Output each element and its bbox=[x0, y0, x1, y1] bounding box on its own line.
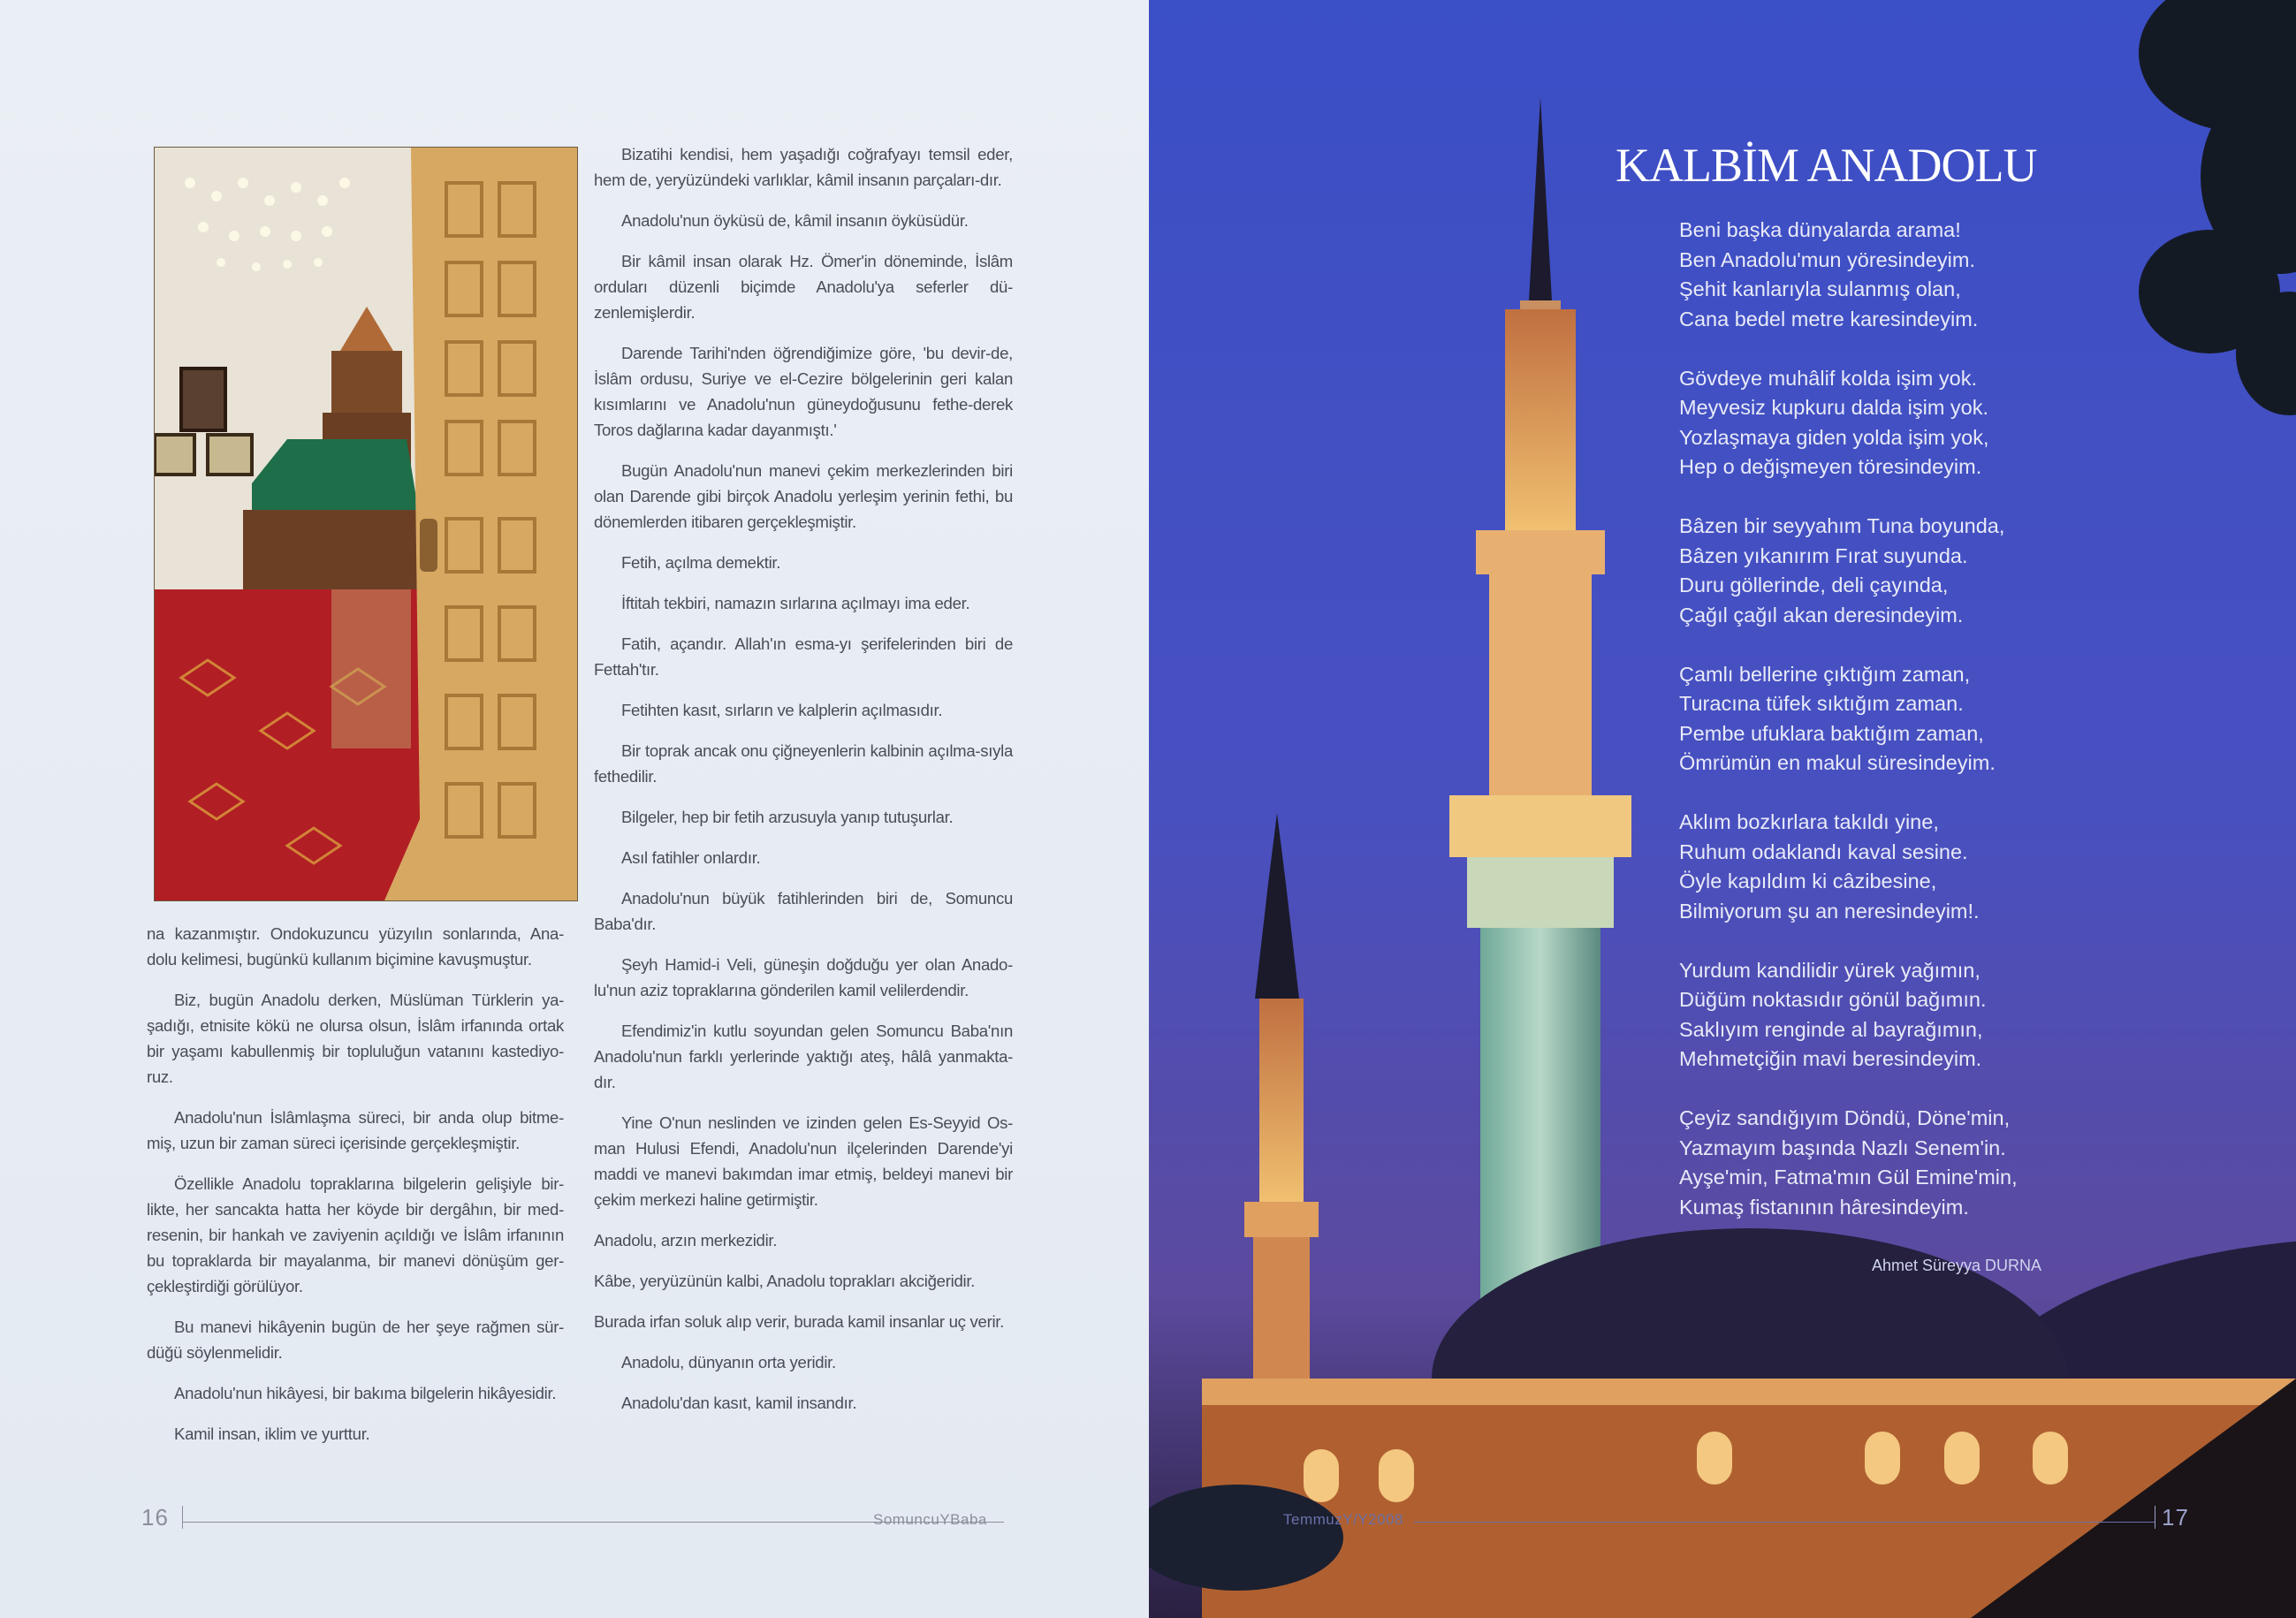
page-number-right: 17 bbox=[2162, 1504, 2189, 1531]
paragraph: Fetihten kasıt, sırların ve kalplerin açılmasıdır. bbox=[621, 701, 943, 719]
paragraph: Biz, bugün Anadolu derken, Müslüman Türklerin ya-şadığı, etnisite kökü ne olursa olsun, İslâm irfanında ortak bir yaşamı kabullenmiş bir topluluğun vatanını kastediyo-ruz. bbox=[147, 991, 564, 1086]
stanza bbox=[1679, 808, 2059, 926]
stanza bbox=[1679, 660, 2059, 779]
paragraph: Darende Tarihi'nden öğrendiğimize göre, 'bu devir-de, İslâm ordusu, Suriye ve el-Cezire bölgelerinin geri kalan kısımlarını ve Anadolu'nun güneydoğusunu fethe-derek Toros dağlarına kadar dayanmıştı.' bbox=[594, 344, 1013, 439]
poem-line: Şehit kanlarıyla sulanmış olan, bbox=[1679, 277, 1961, 300]
paragraph: Özellikle Anadolu topraklarına bilgelerin gelişiyle bir-likte, her sancakta hatta her köyde bir dergâhın, bir med-resenin, bir hankah ve zaviyenin açıldığı ve İslâm irfanının bu topraklarda bir mayalanma, bir manevi dönüşüm ger-çekleştirdiği görülüyor. bbox=[147, 1174, 564, 1295]
poem-line: Ayşe'min, Fatma'mın Gül Emine'min, bbox=[1679, 1166, 2018, 1189]
text-column-left bbox=[147, 921, 564, 1462]
poem-line: Yazmayım başında Nazlı Senem'in. bbox=[1679, 1136, 2006, 1159]
poem-line: Aklım bozkırlara takıldı yine, bbox=[1679, 810, 1939, 833]
poem-line: Mehmetçiğin mavi beresindeyim. bbox=[1679, 1047, 1982, 1070]
paragraph: Bir kâmil insan olarak Hz. Ömer'in döneminde, İslâm orduları düzenli biçimde Anadolu'ya seferler dü-zenlemişlerdir. bbox=[594, 252, 1013, 322]
paragraph: Bugün Anadolu'nun manevi çekim merkezlerinden biri olan Darende gibi birçok Anadolu yerleşim yerinin fethi, bu dönemlerden itibaren gerçekleşmiştir. bbox=[594, 461, 1013, 531]
paragraph: Anadolu'nun İslâmlaşma süreci, bir anda olup bitme-miş, uzun bir zaman süreci içerisinde gerçekleşmiştir. bbox=[147, 1108, 564, 1152]
poem-line: Duru göllerinde, deli çayında, bbox=[1679, 574, 1949, 596]
paragraph: Kâbe, yeryüzünün kalbi, Anadolu toprakları akciğeridir. bbox=[594, 1272, 976, 1290]
paragraph: Anadolu'nun büyük fatihlerinden biri de, Somuncu Baba'dır. bbox=[594, 889, 1013, 933]
poem-author: Ahmet Süreyya DURNA bbox=[1872, 1257, 2042, 1274]
paragraph: Fetih, açılma demektir. bbox=[621, 553, 781, 572]
footer-magazine-name: SomuncuYBaba bbox=[873, 1511, 987, 1528]
poem-line: Öyle kapıldım ki câzibesine, bbox=[1679, 870, 1937, 893]
poem-line: Ömrümün en makul süresindeyim. bbox=[1679, 751, 1996, 774]
poem-body bbox=[1679, 216, 2059, 1252]
tomb-interior-photo bbox=[154, 147, 578, 901]
paragraph: Bizatihi kendisi, hem yaşadığı coğrafyayı temsil eder, hem de, yeryüzündeki varlıklar, kâmil insanın parçaları-dır. bbox=[594, 145, 1013, 189]
poem-line: Bâzen yıkanırım Fırat suyunda. bbox=[1679, 543, 1968, 567]
poem-line: Turacına tüfek sıktığım zaman. bbox=[1679, 692, 1964, 715]
paragraph: Anadolu, arzın merkezidir. bbox=[594, 1231, 778, 1250]
paragraph: Burada irfan soluk alıp verir, burada kamil insanlar uç verir. bbox=[594, 1312, 1005, 1331]
paragraph: Fatih, açandır. Allah'ın esma-yı şerifelerinden biri de Fettah'tır. bbox=[594, 634, 1013, 679]
stanza bbox=[1679, 364, 2059, 482]
poem-line: Hep o değişmeyen töresindeyim. bbox=[1679, 455, 1982, 478]
poem-title: KALBİM ANADOLU bbox=[1616, 139, 2037, 192]
paragraph: Şeyh Hamid-i Veli, güneşin doğduğu yer olan Anado-lu'nun aziz topraklarına gönderilen kamil velilerdendir. bbox=[594, 955, 1013, 999]
stanza bbox=[1679, 216, 2059, 334]
poem-line: Ben Anadolu'mun yöresindeyim. bbox=[1679, 247, 1975, 271]
poem-line: Beni başka dünyalarda arama! bbox=[1679, 218, 1961, 241]
paragraph: Yine O'nun neslinden ve izinden gelen Es-Seyyid Os-man Hulusi Efendi, Anadolu'nun ilçelerinden Darende'yi maddi ve manevi bakımdan imar etmiş, beldeyi manevi bir çekim merkezi haline getirmiştir. bbox=[594, 1113, 1013, 1209]
right-page bbox=[1149, 0, 2296, 1618]
poem-line: Çağıl çağıl akan deresindeyim. bbox=[1679, 603, 1964, 627]
paragraph: Anadolu, dünyanın orta yeridir. bbox=[621, 1353, 836, 1371]
poem-line: Gövdeye muhâlif kolda işim yok. bbox=[1679, 366, 1977, 390]
paragraph: Asıl fatihler onlardır. bbox=[621, 848, 761, 867]
paragraph: Anadolu'dan kasıt, kamil insandır. bbox=[621, 1394, 857, 1412]
paragraph: Bu manevi hikâyenin bugün de her şeye rağmen sür-düğü söylenmelidir. bbox=[147, 1318, 564, 1362]
paragraph: Anadolu'nun hikâyesi, bir bakıma bilgelerin hikâyesidir. bbox=[174, 1384, 557, 1402]
poem-line: Pembe ufuklara baktığım zaman, bbox=[1679, 721, 1984, 745]
stanza bbox=[1679, 1104, 2059, 1222]
poem-line: Meyvesiz kupkuru dalda işim yok. bbox=[1679, 396, 1989, 419]
paragraph: Efendimiz'in kutlu soyundan gelen Somuncu Baba'nın Anadolu'nun farklı yerlerinde yaktığı ateş, hâlâ yanmakta-dır. bbox=[594, 1022, 1013, 1091]
text-column-right bbox=[594, 141, 1013, 1431]
poem-line: Cana bedel metre karesindeyim. bbox=[1679, 307, 1979, 330]
poem-line: Kumaş fistanının hâresindeyim. bbox=[1679, 1195, 1969, 1219]
paragraph: na kazanmıştır. Ondokuzuncu yüzyılın sonlarında, Ana-dolu kelimesi, bugünkü kullanım biçimine kavuşmuştur. bbox=[147, 924, 564, 969]
paragraph: Kamil insan, iklim ve yurttur. bbox=[174, 1424, 370, 1443]
poem-line: Bâzen bir seyyahım Tuna boyunda, bbox=[1679, 514, 2005, 537]
poem-line: Yurdum kandilidir yürek yağımın, bbox=[1679, 958, 1980, 982]
paragraph: Bilgeler, hep bir fetih arzusuyla yanıp tutuşurlar. bbox=[621, 808, 954, 826]
poem-line: Çamlı bellerine çıktığım zaman, bbox=[1679, 662, 1971, 686]
stanza bbox=[1679, 512, 2059, 630]
poem-line: Çeyiz sandığıyım Döndü, Döne'min, bbox=[1679, 1106, 2011, 1129]
footer-rule-right bbox=[1414, 1522, 2155, 1523]
stanza bbox=[1679, 956, 2059, 1075]
paragraph: Bir toprak ancak onu çiğneyenlerin kalbinin açılma-sıyla fethedilir. bbox=[594, 741, 1013, 786]
paragraph: Anadolu'nun öyküsü de, kâmil insanın öyküsüdür. bbox=[621, 211, 969, 230]
footer-tick-left bbox=[182, 1506, 183, 1529]
page-number-left: 16 bbox=[141, 1504, 169, 1531]
paragraph: İftitah tekbiri, namazın sırlarına açılmayı ima eder. bbox=[621, 594, 970, 612]
poem-line: Yozlaşmaya giden yolda işim yok, bbox=[1679, 425, 1989, 449]
poem-line: Ruhum odaklandı kaval sesine. bbox=[1679, 839, 1968, 863]
poem-line: Düğüm noktasıdır gönül bağımın. bbox=[1679, 988, 1987, 1011]
poem-line: Bilmiyorum şu an neresindeyim!. bbox=[1679, 899, 1980, 923]
footer-date: TemmuzY/Y2008 bbox=[1283, 1511, 1403, 1528]
poem-line: Saklıyım renginde al bayrağımın, bbox=[1679, 1017, 1983, 1041]
